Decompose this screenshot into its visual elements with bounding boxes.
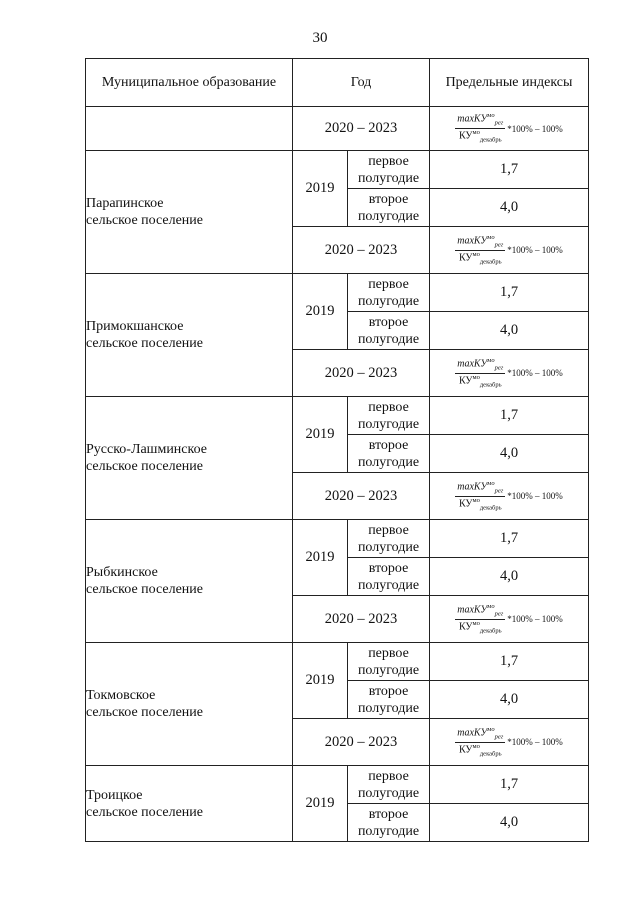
formula-ku: КУ — [458, 620, 473, 632]
formula-max: max — [457, 727, 474, 738]
half-year-cell: второе полугодие — [348, 681, 430, 719]
index-formula-fraction — [455, 727, 505, 758]
index-value-cell: 1,7 — [430, 274, 589, 312]
index-value-cell: 4,0 — [430, 558, 589, 596]
index-formula-cell — [430, 719, 589, 766]
half-year-cell: второе полугодие — [348, 558, 430, 596]
formula-sup: мо — [472, 496, 480, 504]
year-range-cell: 2020 – 2023 — [293, 107, 430, 151]
index-formula-fraction — [455, 235, 505, 266]
index-value-cell: 1,7 — [430, 766, 589, 804]
formula-sup: мо — [487, 356, 495, 364]
index-value-cell: 1,7 — [430, 520, 589, 558]
formula-numerator — [455, 727, 505, 743]
tariff-index-table — [85, 58, 589, 842]
index-formula-fraction — [455, 604, 505, 635]
formula-sub: рег — [494, 119, 504, 127]
index-value-cell: 4,0 — [430, 189, 589, 227]
formula-tail: *100% – 100% — [507, 123, 563, 134]
municipality-name: Русско-Лашминское — [86, 442, 207, 457]
municipality-name-cell — [86, 643, 293, 766]
table-row — [86, 520, 589, 558]
half-year-cell: второе полугодие — [348, 435, 430, 473]
half-year-cell: второе полугодие — [348, 804, 430, 842]
page-number: 30 — [312, 30, 328, 46]
index-value-cell: 1,7 — [430, 151, 589, 189]
header-indices: Предельные индексы — [430, 59, 589, 107]
formula-numerator — [455, 235, 505, 251]
half-year-cell: второе полугодие — [348, 312, 430, 350]
formula-sub: рег — [494, 487, 504, 494]
formula-numerator — [455, 358, 505, 374]
half-year-cell: первое полугодие — [348, 643, 430, 681]
formula-sub: рег — [494, 364, 504, 371]
municipality-name: Токмовское — [86, 688, 156, 703]
municipality-type: сельское поселение — [86, 705, 203, 720]
index-formula-cell — [430, 227, 589, 274]
formula-tail: *100% – 100% — [507, 614, 563, 624]
year-range-cell: 2020 – 2023 — [293, 227, 430, 274]
half-year-cell: первое полугодие — [348, 151, 430, 189]
formula-sub: рег — [494, 610, 504, 617]
index-value-cell: 4,0 — [430, 435, 589, 473]
formula-sup: мо — [472, 250, 480, 258]
formula-tail: *100% – 100% — [507, 368, 563, 378]
formula-ku: КУ — [473, 727, 488, 738]
formula-ku: КУ — [458, 251, 473, 263]
year-range-cell: 2020 – 2023 — [293, 350, 430, 397]
formula-sub: декабрь — [479, 503, 502, 511]
index-value-cell: 4,0 — [430, 804, 589, 842]
table-row — [86, 151, 589, 189]
index-value-cell: 1,7 — [430, 643, 589, 681]
formula-sub: декабрь — [479, 257, 502, 265]
index-value-cell: 4,0 — [430, 681, 589, 719]
formula-tail: *100% – 100% — [507, 245, 563, 255]
half-year-cell: первое полугодие — [348, 274, 430, 312]
municipality-name-cell — [86, 520, 293, 643]
formula-max: max — [457, 235, 474, 246]
formula-denominator — [459, 251, 502, 266]
municipality-type: сельское поселение — [86, 582, 203, 597]
formula-tail: *100% – 100% — [507, 737, 563, 747]
half-year-cell: второе полугодие — [348, 189, 430, 227]
year-cell: 2019 — [293, 766, 348, 842]
year-cell: 2019 — [293, 397, 348, 473]
formula-numerator — [455, 604, 505, 620]
municipality-name-cell — [86, 766, 293, 842]
municipality-name-cell — [86, 274, 293, 397]
formula-ku: КУ — [473, 113, 488, 125]
formula-denominator — [459, 620, 502, 635]
formula-max: max — [457, 481, 474, 492]
index-formula-fraction — [455, 481, 505, 512]
formula-sub: декабрь — [479, 749, 502, 757]
formula-sup: мо — [472, 129, 480, 136]
formula-max: max — [457, 604, 474, 615]
formula-denominator — [459, 743, 502, 758]
empty-cell — [86, 107, 293, 151]
municipality-type: сельское поселение — [86, 213, 203, 228]
formula-sub: рег — [494, 241, 504, 248]
header-row — [86, 59, 589, 107]
half-year-cell: первое полугодие — [348, 397, 430, 435]
index-formula-cell — [430, 596, 589, 643]
formula-ku: КУ — [473, 604, 488, 615]
index-formula-cell — [430, 350, 589, 397]
municipality-name-cell — [86, 397, 293, 520]
formula-sub: декабрь — [479, 380, 502, 388]
formula-sup: мо — [472, 742, 480, 750]
half-year-cell: первое полугодие — [348, 520, 430, 558]
formula-sup: мо — [487, 112, 495, 120]
formula-max: max — [457, 113, 474, 125]
formula-sup: мо — [487, 479, 495, 487]
index-formula-cell — [430, 107, 589, 151]
formula-sup: мо — [487, 233, 495, 241]
municipality-name-cell — [86, 151, 293, 274]
formula-denominator — [459, 129, 502, 144]
index-value-cell: 1,7 — [430, 397, 589, 435]
year-cell: 2019 — [293, 151, 348, 227]
formula-sub: декабрь — [479, 626, 502, 634]
municipality-type: сельское поселение — [86, 459, 203, 474]
year-cell: 2019 — [293, 520, 348, 596]
formula-ku: КУ — [458, 374, 473, 386]
municipality-name: Троицкое — [86, 787, 143, 803]
table-row — [86, 274, 589, 312]
formula-sup: мо — [487, 602, 495, 610]
index-formula-fraction — [455, 113, 505, 144]
half-year-cell: первое полугодие — [348, 766, 430, 804]
formula-ku: КУ — [473, 481, 488, 492]
municipality-type: сельское поселение — [86, 336, 203, 351]
formula-ku: КУ — [458, 743, 473, 755]
index-formula-fraction — [455, 358, 505, 389]
header-municipality: Муниципальное образование — [86, 59, 293, 107]
municipality-name: Парапинское — [86, 196, 164, 211]
formula-denominator — [459, 497, 502, 512]
table-row — [86, 107, 589, 151]
municipality-name: Примокшанское — [86, 319, 184, 334]
formula-sub: рег — [494, 733, 504, 740]
formula-sup: мо — [472, 619, 480, 627]
formula-ku: КУ — [458, 497, 473, 509]
table-row — [86, 397, 589, 435]
index-value-cell: 4,0 — [430, 312, 589, 350]
formula-ku: КУ — [473, 358, 488, 369]
formula-tail: *100% – 100% — [507, 491, 563, 501]
municipality-name: Рыбкинское — [86, 565, 158, 580]
header-year: Год — [293, 59, 430, 107]
year-cell: 2019 — [293, 643, 348, 719]
table-row — [86, 766, 589, 804]
year-cell: 2019 — [293, 274, 348, 350]
formula-numerator — [455, 481, 505, 497]
year-range-cell: 2020 – 2023 — [293, 719, 430, 766]
formula-sub: декабрь — [479, 136, 502, 144]
index-formula-cell — [430, 473, 589, 520]
formula-ku: КУ — [473, 235, 488, 246]
formula-denominator — [459, 374, 502, 389]
formula-max: max — [457, 358, 474, 369]
formula-ku: КУ — [458, 130, 473, 142]
table-row — [86, 643, 589, 681]
year-range-cell: 2020 – 2023 — [293, 473, 430, 520]
municipality-type: сельское поселение — [86, 804, 203, 820]
formula-numerator — [455, 113, 505, 129]
formula-sup: мо — [487, 725, 495, 733]
formula-sup: мо — [472, 373, 480, 381]
year-range-cell: 2020 – 2023 — [293, 596, 430, 643]
